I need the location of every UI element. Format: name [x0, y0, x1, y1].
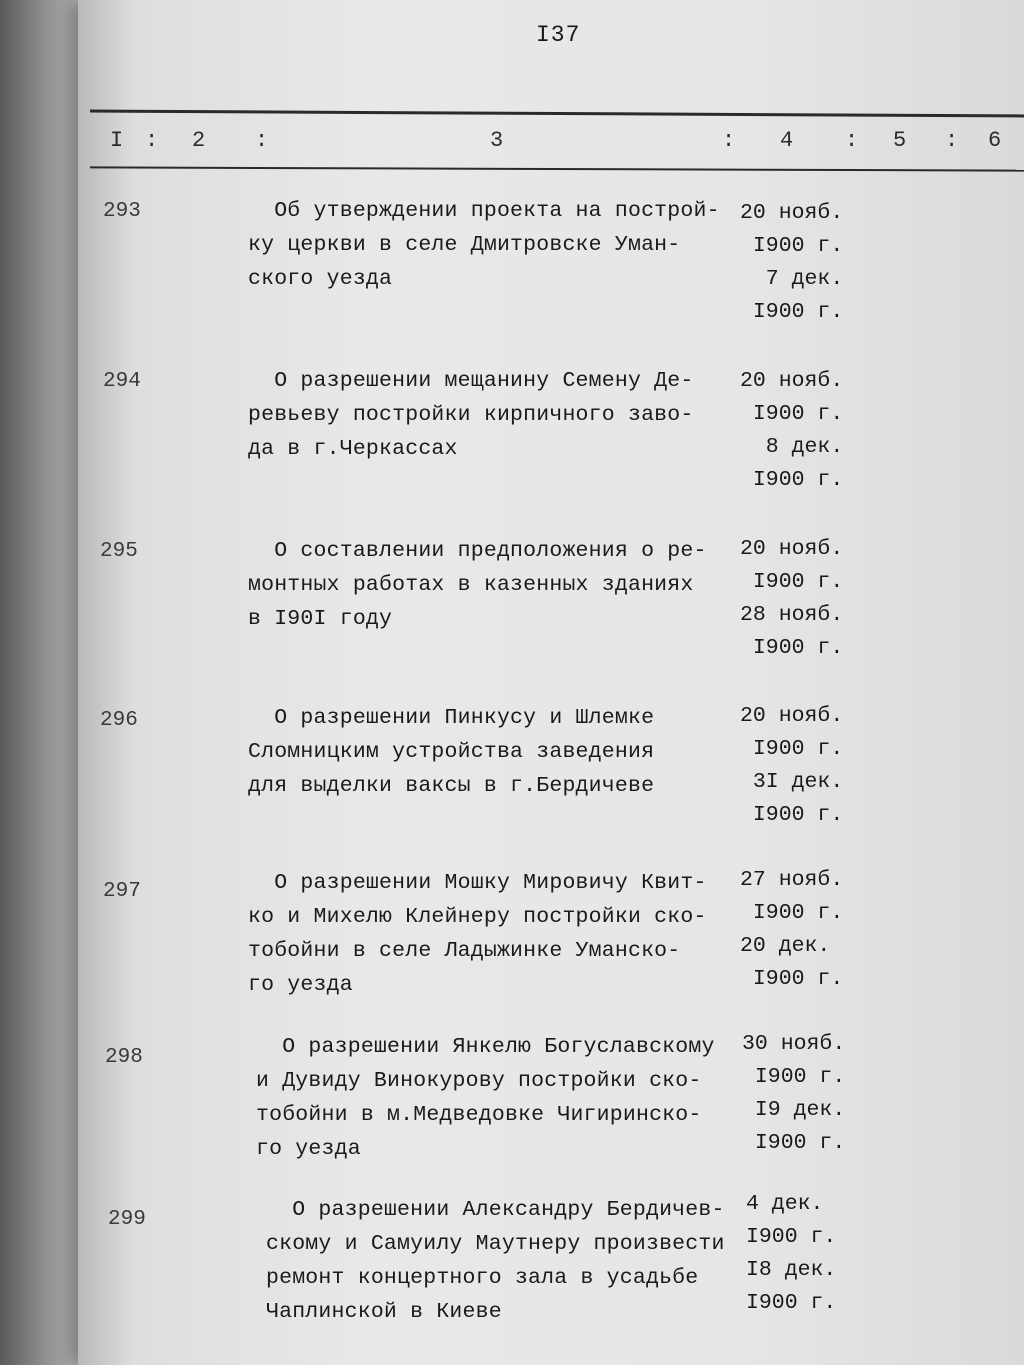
entry-dates [740, 700, 843, 832]
page-number: I37 [536, 22, 581, 48]
description-line: О разрешении Пинкусу и Шлемке [248, 706, 655, 730]
description-line: скому и Самуилу Маутнеру произвести [266, 1232, 725, 1256]
description-line: О составлении предположения о ре- [248, 539, 707, 563]
column-header-3: 3 [490, 128, 504, 153]
entry-dates [746, 1188, 836, 1320]
entry-dates [740, 864, 843, 996]
column-header-5: 5 [893, 128, 907, 153]
date-end-year: I900 г. [742, 1131, 846, 1155]
date-start-year: I900 г. [740, 402, 844, 426]
column-header-separator: : [722, 128, 736, 153]
entry-dates [740, 197, 843, 329]
column-header-6: 6 [988, 128, 1002, 153]
date-end-day: I8 дек. [746, 1258, 837, 1282]
column-header-4: 4 [780, 128, 794, 153]
entry-description [248, 194, 720, 296]
entry-number: 295 [100, 540, 138, 563]
entry-number: 297 [103, 880, 141, 903]
date-start-day: 20 нояб. [740, 704, 844, 728]
date-end-day: 8 дек. [740, 435, 844, 459]
date-end-day: 20 дек. [740, 934, 831, 958]
entry-number: 298 [105, 1046, 143, 1069]
entry-number: 293 [103, 200, 141, 223]
entry-description [248, 534, 707, 636]
date-start-year: I900 г. [740, 737, 844, 761]
date-start-day: 20 нояб. [740, 537, 844, 561]
entry-dates [740, 365, 843, 497]
description-line: в I90I году [248, 607, 393, 631]
entry-description [266, 1193, 725, 1329]
description-line: ко и Михелю Клейнеру постройки ско- [248, 905, 707, 929]
date-end-year: I900 г. [740, 967, 844, 991]
description-line: го уезда [248, 973, 353, 997]
column-header-separator: : [845, 128, 859, 153]
description-line: да в г.Черкассах [248, 437, 458, 461]
entry-description [248, 866, 707, 1002]
date-end-year: I900 г. [740, 300, 844, 324]
description-line: О разрешении Янкелю Богуславскому [256, 1035, 715, 1059]
entry-number: 294 [103, 370, 141, 393]
date-start-year: I900 г. [742, 1065, 846, 1089]
date-end-day: 3I дек. [740, 770, 844, 794]
date-end-day: 7 дек. [740, 267, 844, 291]
date-end-year: I900 г. [740, 468, 844, 492]
description-line: и Дувиду Винокурову постройки ско- [256, 1069, 702, 1093]
date-end-year: I900 г. [740, 803, 844, 827]
date-start-day: 20 нояб. [740, 201, 844, 225]
entry-dates [742, 1028, 845, 1160]
column-header-separator: : [255, 128, 269, 153]
description-line: ревьеву постройки кирпичного заво- [248, 403, 694, 427]
description-line: Сломницким устройства заведения [248, 740, 655, 764]
description-line: О разрешении мещанину Семену Де- [248, 369, 694, 393]
entry-dates [740, 533, 843, 665]
date-start-year: I900 г. [740, 234, 844, 258]
column-header-2: 2 [192, 128, 206, 153]
description-line: Об утверждении проекта на построй- [248, 199, 720, 223]
description-line: ремонт концертного зала в усадьбе [266, 1266, 699, 1290]
date-start-year: I900 г. [740, 901, 844, 925]
date-end-year: I900 г. [746, 1291, 837, 1315]
description-line: О разрешении Александру Бердичев- [266, 1198, 725, 1222]
description-line: для выделки ваксы в г.Бердичеве [248, 774, 655, 798]
entry-number: 299 [108, 1208, 146, 1231]
description-line: О разрешении Мошку Мировичу Квит- [248, 871, 707, 895]
date-end-day: 28 нояб. [740, 603, 844, 627]
description-line: ку церкви в селе Дмитровске Уман- [248, 233, 681, 257]
description-line: тобойни в м.Медведовке Чигиринско- [256, 1103, 702, 1127]
description-line: го уезда [256, 1137, 361, 1161]
column-header-separator: : [945, 128, 959, 153]
date-start-day: 4 дек. [746, 1192, 824, 1216]
entry-description [248, 701, 654, 803]
entry-description [256, 1030, 715, 1166]
date-start-day: 30 нояб. [742, 1032, 846, 1056]
date-start-year: I900 г. [746, 1225, 837, 1249]
date-start-day: 20 нояб. [740, 369, 844, 393]
column-header-1: I [110, 128, 124, 153]
description-line: Чаплинской в Киеве [266, 1300, 502, 1324]
column-header-separator: : [145, 128, 159, 153]
date-end-day: I9 дек. [742, 1098, 846, 1122]
description-line: монтных работах в казенных зданиях [248, 573, 694, 597]
entry-number: 296 [100, 709, 138, 732]
date-start-year: I900 г. [740, 570, 844, 594]
date-end-year: I900 г. [740, 636, 844, 660]
description-line: ского уезда [248, 267, 393, 291]
description-line: тобойни в селе Ладыжинке Уманско- [248, 939, 681, 963]
date-start-day: 27 нояб. [740, 868, 844, 892]
entry-description [248, 364, 693, 466]
